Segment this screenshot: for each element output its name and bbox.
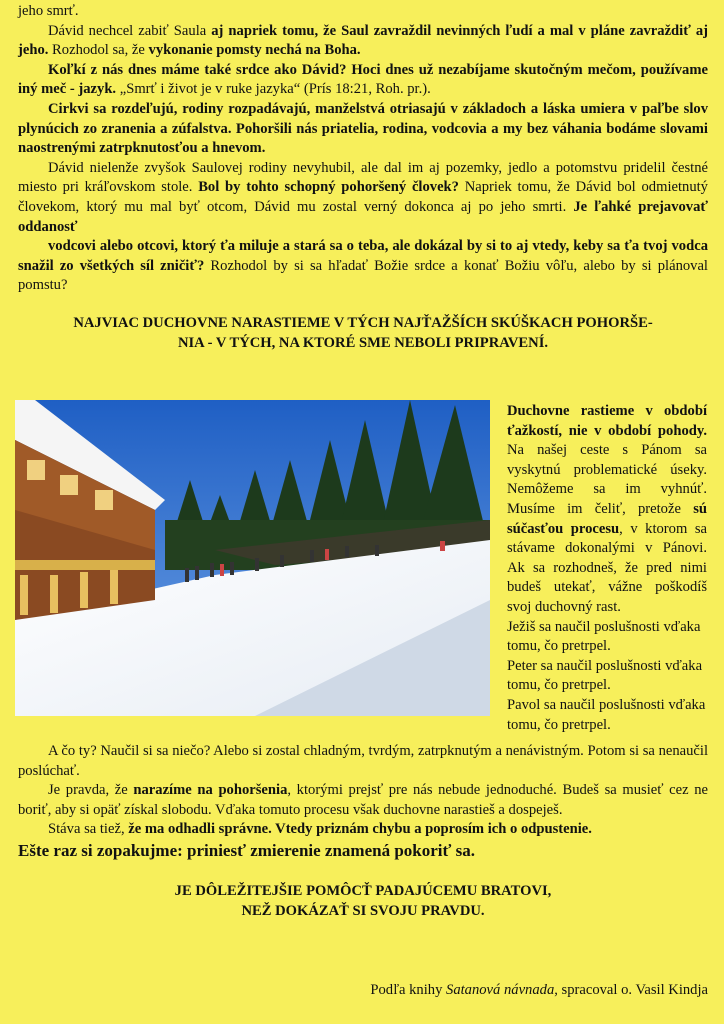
sidebar-text — [507, 402, 707, 735]
heading-growth: NAJVIAC DUCHOVNE NARASTIEME V TÝCH NAJŤAŽŠÍCH SKÚŠKACH POHORŠE- NIA - V TÝCH, NA KTORÉ SME NEBOLI PRIPRAVENÍ. — [73, 314, 653, 351]
side-paul: Pavol sa naučil poslušnosti vďaka tomu, čo pretrpel. — [507, 696, 706, 733]
paragraph-and-you: A čo ty? Naučil si sa niečo? Alebo si zostal chladným, tvrdým, zatrpknutým a nenávistným. Potom si sa nenaučil poslúchať. — [18, 743, 708, 779]
side-jesus: Ježiš sa naučil poslušnosti vďaka tomu, čo pretrpel. — [507, 618, 701, 655]
winter-lodge-image — [15, 400, 490, 716]
top-text — [18, 2, 708, 353]
paragraph-repeat: Ešte raz si zopakujme: priniesť zmierenie znamená pokoriť sa. — [18, 840, 475, 860]
paragraph-0: jeho smrť. — [18, 3, 79, 19]
footer-credit: Podľa knihy Satanová návnada, spracoval o. Vasil Kindja — [370, 982, 708, 998]
side-paragraph: Duchovne rastieme v období ťažkostí, nie v období pohody. Na našej ceste s Pánom sa vyskytnú problematické úseky. Nemôžeme sa im vyhnúť. Musíme im čeliť, pretože sú súčasťou procesu, v ktorom sa stávame dokonalými v Pánovi. Ak sa rozhodneš, že pred nimi budeš utekať, vážne poškodíš svoj duchovný rast. — [507, 403, 707, 615]
paragraph-david: Dávid nechcel zabiť Saula aj napriek tomu, že Saul zavraždil nevinných ľudí a mal v pláne zavraždiť aj jeho. Rozhodol sa, že vykonanie pomsty nechá na Boha. — [18, 22, 709, 59]
side-peter: Peter sa naučil poslušnosti vďaka tomu, čo pretrpel. — [507, 657, 703, 694]
paragraph-saul-family: Dávid nielenže zvyšok Saulovej rodiny nevyhubil, ale dal im aj pozemky, jedlo a potomstvu pridelil čestné miesto pri kráľovskom stole. Bol by tohto schopný pohoršený človek? Napriek tomu, že Dávid bol odmietnutý človekom, ktorý mu mal byť otcom, Dávid mu zostal verný dokonca aj po jeho smrti. Je ľahké prejavovať oddanosť — [18, 159, 708, 235]
paragraph-truth: Je pravda, že narazíme na pohoršenia, ktorými prejsť pre nás nebude jednoduché. Budeš sa musieť cez ne boriť, aby si opäť získal slobodu. Vďaka tomuto procesu však duchovne narastieš a dospeješ. — [18, 782, 708, 818]
bottom-text — [18, 742, 708, 921]
snow-photo — [15, 400, 490, 716]
paragraph-loyalty: vodcovi alebo otcovi, ktorý ťa miluje a stará sa o teba, ale dokázal by si to aj vtedy, keby sa ťa tvoj vodca snažil zo všetkých síl zničiť? Rozhodol by si sa hľadať Božie srdce a konať Božiu vôľu, alebo by si plánoval pomstu? — [18, 238, 708, 294]
paragraph-churches: Cirkvi sa rozdeľujú, rodiny rozpadávajú, manželstvá otriasajú v základoch a láska umiera v paľbe slov plynúcich zo zranenia a zúfalstva. Pohoršili nás priatelia, rodina, vodcovia a my bez váhania bodáme slovami naostrenými zatrpknutosťou a hnevom. — [18, 100, 708, 157]
heading-brother: JE DÔLEŽITEJŠIE POMÔCŤ PADAJÚCEMU BRATOVI, NEŽ DOKÁZAŤ SI SVOJU PRAVDU. — [174, 882, 552, 919]
paragraph-question: Koľkí z nás dnes máme také srdce ako Dávid? Hoci dnes už nezabíjame skutočným mečom, používame iný meč - jazyk. „Smrť i život je v ruke jazyka“ (Prís 18:21, Roh. pr.). — [18, 61, 708, 98]
paragraph-correct: Stáva sa tiež, že ma odhadli správne. Vtedy priznám chybu a poprosím ich o odpustenie. — [48, 821, 592, 838]
